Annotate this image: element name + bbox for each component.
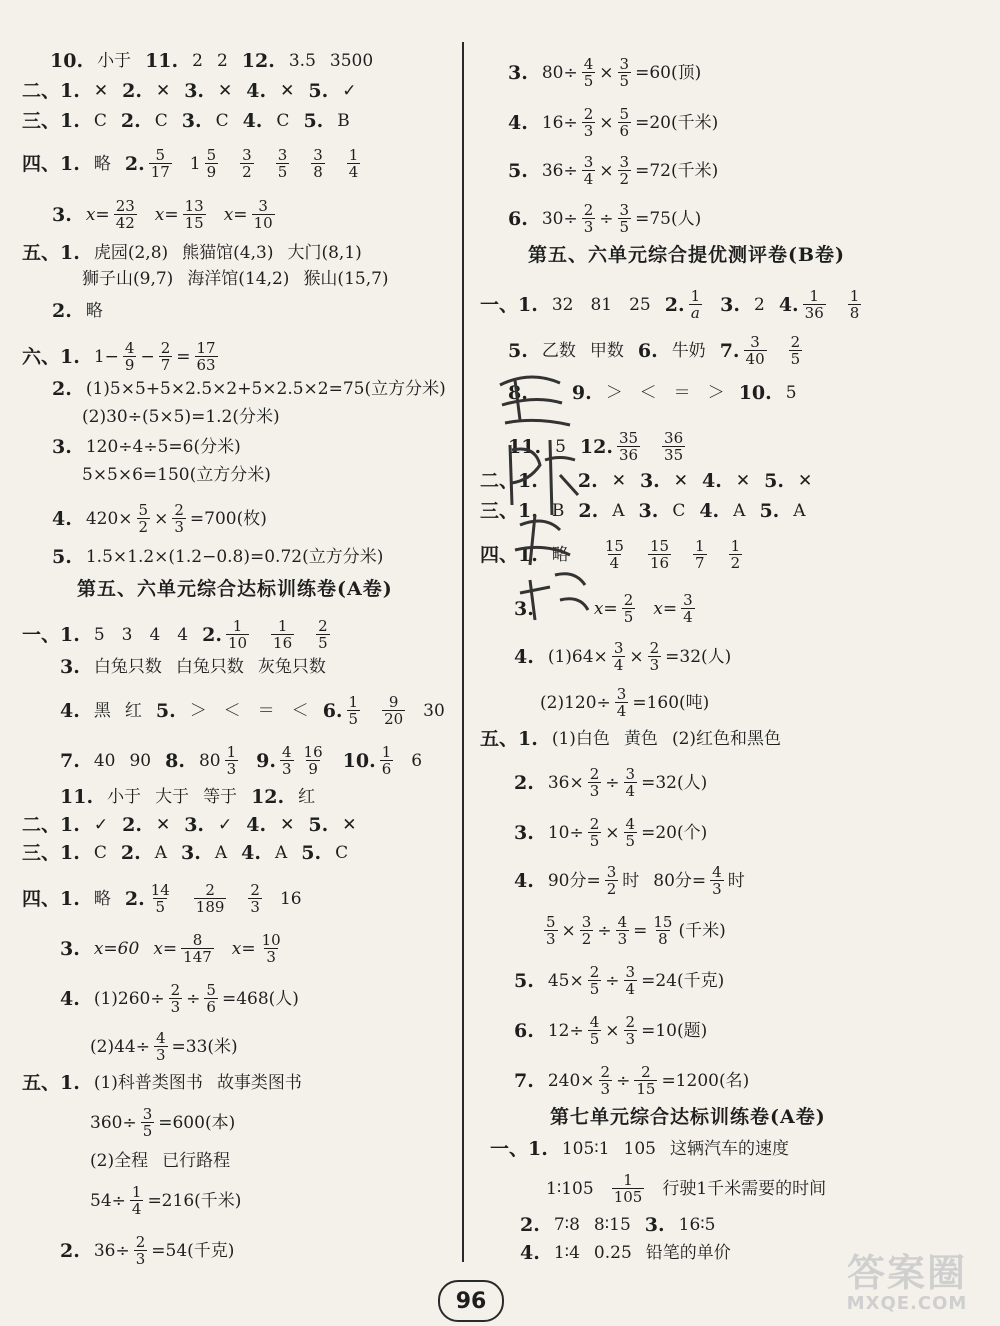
answer-line: 三、1. C 2. A 3. A 4. A 5. C	[22, 842, 349, 864]
fraction: $\frac{3}{4}$	[613, 639, 624, 674]
answer-line: 1∶105 $\frac{1}{105}$ 行驶1千米需要的时间	[546, 1171, 827, 1206]
fraction: $\frac{5}{6}$	[206, 981, 216, 1016]
section-heading: 第七单元综合达标训练卷(A卷)	[550, 1106, 826, 1128]
answer-line: 六、1. 1− $\frac{4}{9}$ − $\frac{2}{7}$ = $\frac{17}{63}$	[22, 339, 216, 374]
watermark: 答案圈 MXQE.COM	[846, 1250, 968, 1314]
fraction: $\frac{1}{a}$	[690, 287, 701, 322]
handwritten-signature	[490, 365, 600, 625]
answer-line: 2. 7∶8 8∶15 3. 16∶5	[520, 1214, 716, 1236]
fraction: $\frac{3}{4}$	[583, 153, 594, 188]
fraction: $\frac{2}{3}$	[250, 881, 260, 916]
fraction: $\frac{1}{36}$	[804, 287, 824, 322]
answer-line: 二、1. 2. ✕ 3. ✕ 4. ✕ 5. ✕	[480, 470, 813, 492]
answer-line: 5. 45× $\frac{2}{5}$ ÷ $\frac{3}{4}$ =24(千克)	[514, 963, 725, 998]
answer-line: (2)44÷ $\frac{4}{3}$ =33(米)	[90, 1029, 238, 1064]
answer-line: 4. 1∶4 0.25 铅笔的单价	[520, 1242, 731, 1264]
fraction: $\frac{1}{8}$	[849, 287, 860, 322]
fraction: $\frac{1}{5}$	[348, 693, 359, 728]
column-divider	[462, 42, 464, 1262]
answer-line: 一、1. 32 81 25 2. $\frac{1}{a}$ 3. 2 4. $\frac{1}{36}$ $\frac{1}{8}$	[480, 287, 860, 322]
answer-line: $\frac{5}{3}$ × $\frac{3}{2}$ ÷ $\frac{4}{3}$ = $\frac{15}{8}$ (千米)	[546, 913, 726, 948]
fraction: $\frac{2}{3}$	[174, 501, 184, 536]
answer-line: 2. 36÷ $\frac{2}{3}$ =54(千克)	[60, 1233, 235, 1268]
fraction: $\frac{2}{189}$	[195, 881, 225, 916]
fraction: $\frac{5}{9}$	[206, 146, 217, 181]
fraction: $\frac{3}{4}$	[625, 765, 636, 800]
answer-line: 四、1. 略 2. $\frac{14}{5}$ $\frac{2}{189}$ $\frac{2}{3}$ 16	[22, 881, 302, 916]
fraction: $\frac{1}{2}$	[730, 537, 741, 572]
answer-line: 360÷ $\frac{3}{5}$ =600(本)	[90, 1105, 236, 1140]
fraction: $\frac{4}{5}$	[625, 815, 636, 850]
answer-line: 4. 黑 红 5. ＞ ＜ ＝ ＜ 6. $\frac{1}{5}$ $\frac{9}{20}$ 30	[60, 693, 445, 728]
fraction: $\frac{4}{3}$	[155, 1029, 166, 1064]
answer-line: 一、1. 5 3 4 4 2. $\frac{1}{10}$ $\frac{1}{16}$ $\frac{2}{5}$	[22, 617, 328, 652]
answer-line: 4. 420× $\frac{5}{2}$ × $\frac{2}{3}$ =700(枚)	[52, 501, 267, 536]
fraction: $\frac{5}{17}$	[150, 146, 170, 181]
fraction: $\frac{15}{16}$	[649, 537, 670, 572]
fraction: $\frac{4}{9}$	[124, 339, 135, 374]
answer-line: 4. 90分= $\frac{3}{2}$ 时 80分= $\frac{4}{3}$ 时	[514, 863, 745, 898]
section-heading: 第五、六单元综合达标训练卷(A卷)	[77, 578, 393, 600]
fraction: $\frac{4}{3}$	[282, 743, 292, 778]
fraction: $\frac{3}{10}$	[253, 197, 273, 232]
answer-line: 五、1. (1)白色 黄色 (2)红色和黑色	[480, 728, 782, 750]
answer-line: 3. 120÷4÷5=6(分米)	[52, 436, 241, 458]
fraction: $\frac{3}{5}$	[277, 146, 288, 181]
fraction: $\frac{3}{2}$	[581, 913, 592, 948]
answer-line: 四、1. 略 2. $\frac{5}{17}$ 1 $\frac{5}{9}$ $\frac{3}{2}$ $\frac{3}{5}$ $\frac{3}{8}$ $\frac{1}{4}$	[22, 146, 359, 181]
fraction: $\frac{8}{147}$	[183, 931, 212, 966]
answer-line: 3. 80÷ $\frac{4}{5}$ × $\frac{3}{5}$ =60(顶)	[508, 55, 702, 90]
answer-line: 8. 9. ＞ ＜ ＝ ＞ 10. 5	[508, 382, 797, 404]
answer-line: 11. 5 12. $\frac{35}{36}$ $\frac{36}{35}$	[508, 429, 684, 464]
answer-line: (2)全程 已行路程	[90, 1151, 231, 1171]
fraction: $\frac{5}{3}$	[546, 913, 556, 948]
answer-line: 4. (1)64× $\frac{3}{4}$ × $\frac{2}{3}$ =32(人)	[514, 639, 732, 674]
answer-line: 10. 小于 11. 2 2 12. 3.5 3500	[50, 50, 374, 72]
answer-line: 3. x= $\frac{2}{5}$ x= $\frac{3}{4}$	[514, 591, 693, 626]
answer-line: 6. 12÷ $\frac{4}{5}$ × $\frac{2}{3}$ =10(题)	[514, 1013, 708, 1048]
fraction: $\frac{2}{7}$	[160, 339, 171, 374]
fraction: $\frac{14}{5}$	[150, 881, 170, 916]
fraction: $\frac{10}{3}$	[261, 931, 281, 966]
fraction: $\frac{1}{105}$	[613, 1171, 643, 1206]
fraction: $\frac{2}{15}$	[636, 1063, 656, 1098]
answer-line: 4. (1)260÷ $\frac{2}{3}$ ÷ $\frac{5}{6}$ =468(人)	[60, 981, 299, 1016]
answer-line: 二、1. ✓ 2. ✕ 3. ✓ 4. ✕ 5. ✕	[22, 814, 357, 836]
fraction: $\frac{3}{2}$	[606, 863, 617, 898]
answer-line: 五、1. 虎园(2,8) 熊猫馆(4,3) 大门(8,1)	[22, 242, 362, 264]
fraction: $\frac{3}{4}$	[683, 591, 693, 626]
fraction: $\frac{3}{40}$	[745, 333, 765, 368]
fraction: $\frac{15}{4}$	[604, 537, 624, 572]
answer-line: 6. 30÷ $\frac{2}{3}$ ÷ $\frac{3}{5}$ =75(人)	[508, 201, 702, 236]
fraction: $\frac{2}{3}$	[649, 639, 660, 674]
fraction: $\frac{1}{10}$	[227, 617, 248, 652]
fraction: $\frac{2}{3}$	[625, 1013, 636, 1048]
fraction: $\frac{23}{42}$	[115, 197, 135, 232]
fraction: $\frac{1}{4}$	[348, 146, 359, 181]
answer-line: 二、1. ✕ 2. ✕ 3. ✕ 4. ✕ 5. ✓	[22, 80, 357, 102]
answer-line: 四、1. 略 $\frac{15}{4}$ $\frac{15}{16}$ $\frac{1}{7}$ $\frac{1}{2}$	[480, 537, 741, 572]
fraction: $\frac{5}{2}$	[138, 501, 149, 536]
fraction: $\frac{3}{5}$	[142, 1105, 153, 1140]
fraction: $\frac{1}{3}$	[226, 743, 237, 778]
fraction: $\frac{2}{5}$	[790, 333, 801, 368]
fraction: $\frac{16}{9}$	[303, 743, 323, 778]
fraction: $\frac{2}{3}$	[170, 981, 181, 1016]
answer-line: 5×5×6=150(立方分米)	[82, 465, 271, 485]
fraction: $\frac{2}{5}$	[589, 815, 600, 850]
fraction: $\frac{4}{5}$	[589, 1013, 600, 1048]
answer-line: 5. 1.5×1.2×(1.2−0.8)=0.72(立方分米)	[52, 546, 384, 568]
fraction: $\frac{4}{5}$	[583, 55, 594, 90]
fraction: $\frac{13}{15}$	[184, 197, 204, 232]
answer-line: 2. 略	[52, 300, 103, 322]
answer-line: 3. x= $\frac{23}{42}$ x= $\frac{13}{15}$ x= $\frac{3}{10}$	[52, 197, 273, 232]
fraction: $\frac{3}{4}$	[616, 685, 627, 720]
answer-line: 4. 16÷ $\frac{2}{3}$ × $\frac{5}{6}$ =20(千米)	[508, 105, 719, 140]
fraction: $\frac{2}{3}$	[583, 105, 594, 140]
fraction: $\frac{1}{4}$	[131, 1183, 142, 1218]
answer-line: 7. 240× $\frac{2}{3}$ ÷ $\frac{2}{15}$ =1200(名)	[514, 1063, 750, 1098]
fraction: $\frac{4}{3}$	[712, 863, 722, 898]
fraction: $\frac{2}{3}$	[583, 201, 594, 236]
fraction: $\frac{2}{5}$	[318, 617, 328, 652]
fraction: $\frac{3}{2}$	[242, 146, 252, 181]
page-number-badge: 96	[438, 1280, 504, 1322]
fraction: $\frac{3}{4}$	[625, 963, 636, 998]
fraction: $\frac{1}{7}$	[695, 537, 705, 572]
fraction: $\frac{2}{5}$	[623, 591, 634, 626]
fraction: $\frac{4}{3}$	[617, 913, 628, 948]
fraction: $\frac{2}{3}$	[600, 1063, 611, 1098]
fraction: $\frac{1}{16}$	[273, 617, 293, 652]
answer-line: 狮子山(9,7) 海洋馆(14,2) 猴山(15,7)	[82, 269, 389, 289]
fraction: $\frac{1}{6}$	[381, 743, 392, 778]
answer-line: 11. 小于 大于 等于 12. 红	[60, 786, 316, 808]
fraction: $\frac{15}{8}$	[653, 913, 673, 948]
fraction: $\frac{2}{3}$	[589, 765, 600, 800]
answer-line: 54÷ $\frac{1}{4}$ =216(千米)	[90, 1183, 242, 1218]
answer-line: 三、1. C 2. C 3. C 4. C 5. B	[22, 110, 350, 132]
fraction: $\frac{36}{35}$	[664, 429, 684, 464]
fraction: $\frac{3}{5}$	[619, 55, 630, 90]
fraction: $\frac{3}{2}$	[619, 153, 630, 188]
answer-line: 三、1. B 2. A 3. C 4. A 5. A	[480, 500, 806, 522]
answer-line: 3. 白兔只数 白兔只数 灰兔只数	[60, 656, 326, 678]
fraction: $\frac{2}{3}$	[135, 1233, 146, 1268]
answer-line: 5. 36÷ $\frac{3}{4}$ × $\frac{3}{2}$ =72(千米)	[508, 153, 719, 188]
fraction: $\frac{3}{5}$	[619, 201, 630, 236]
answer-line: 5. 乙数 甲数 6. 牛奶 7. $\frac{3}{40}$ $\frac{2}{5}$	[508, 333, 801, 368]
fraction: $\frac{17}{63}$	[196, 339, 216, 374]
fraction: $\frac{3}{8}$	[313, 146, 323, 181]
answer-line: 2. 36× $\frac{2}{3}$ ÷ $\frac{3}{4}$ =32(人)	[514, 765, 708, 800]
fraction: $\frac{2}{5}$	[589, 963, 600, 998]
answer-line: (2)30÷(5×5)=1.2(分米)	[82, 407, 280, 427]
answer-line: 2. (1)5×5+5×2.5×2+5×2.5×2=75(立方分米)	[52, 378, 446, 400]
answer-line: 一、1. 105∶1 105 这辆汽车的速度	[490, 1138, 789, 1160]
fraction: $\frac{35}{36}$	[618, 429, 639, 464]
answer-line: 3. x=60 x= $\frac{8}{147}$ x= $\frac{10}{3}$	[60, 931, 281, 966]
answer-line: (2)120÷ $\frac{3}{4}$ =160(吨)	[540, 685, 710, 720]
fraction: $\frac{5}{6}$	[619, 105, 630, 140]
answer-line: 7. 40 90 8. 80 $\frac{1}{3}$ 9. $\frac{4}{3}$ $\frac{16}{9}$ 10. $\frac{1}{6}$ 6	[60, 743, 423, 778]
fraction: $\frac{9}{20}$	[384, 693, 404, 728]
answer-line: 3. 10÷ $\frac{2}{5}$ × $\frac{4}{5}$ =20(个)	[514, 815, 708, 850]
answer-line: 五、1. (1)科普类图书 故事类图书	[22, 1072, 302, 1094]
section-heading: 第五、六单元综合提优测评卷(B卷)	[528, 244, 846, 266]
